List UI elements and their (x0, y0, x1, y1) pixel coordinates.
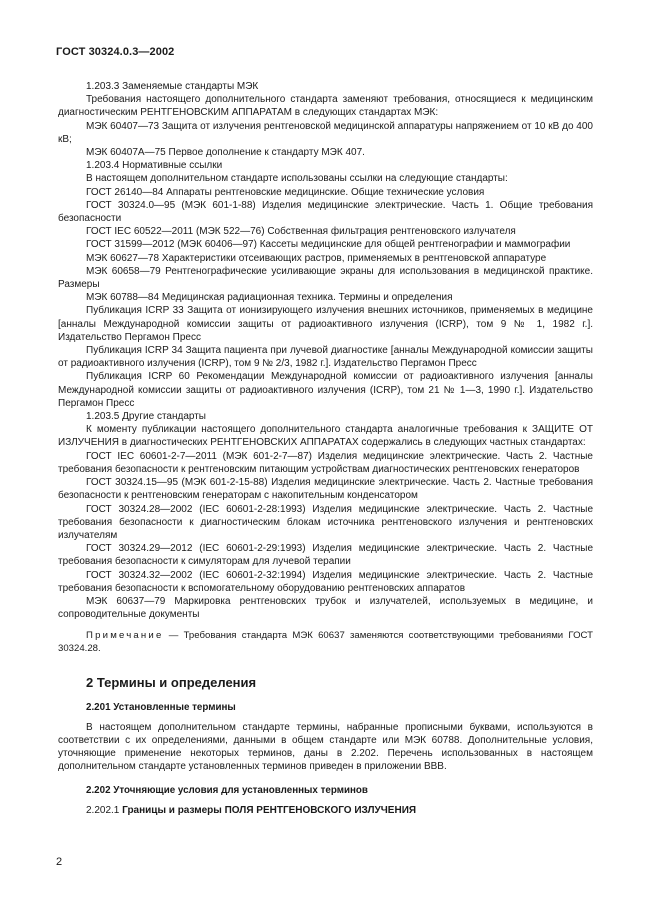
reference-item: МЭК 60407А—75 Первое дополнение к стандарту МЭК 407. (86, 147, 365, 159)
subsection-2-201-title: 2.201 Установленные термины (86, 701, 236, 713)
reference-item: Публикация ICRP 33 Защита от ионизирующего излучения внешних источников, применяемых в медицине [анналы Международной комиссии защиты от радиоактивного излучения (ICRP), том 9 № 1, 1982 г.]. Издательство Пергамон Пресс (58, 305, 593, 343)
reference-item: ГОСТ 31599—2012 (МЭК 60406—97) Кассеты медицинские для общей рентгенографии и маммографии (86, 239, 571, 251)
subsection-2-202-1-title (58, 804, 593, 817)
paragraph: В настоящем дополнительном стандарте термины, набранные прописными буквами, используются в соответствии с их определениями, данными в общем стандарте или МЭК 60788. Дополнительные условия, уточняющие применение некоторых терминов, даны в 2.202. Перечень использованных в настоящем дополнительном стандарте установленных терминов приведен в приложении ВВВ. (58, 721, 593, 773)
reference-item: ГОСТ 30324.29—2012 (IEC 60601-2-29:1993) Изделия медицинские электрические. Часть 2. Частные требования безопасности к симуляторам для лучевой терапии (58, 543, 593, 568)
reference-item: Публикация ICRP 60 Рекомендации Международной комиссии от радиоактивного излучения [анналы Международной комиссии защиты от радиоактивного излучения (ICRP), том 21 № 1—3, 1990 г.]. Издательство Пергамон Пресс (58, 371, 593, 409)
section-2-title: 2 Термины и определения (86, 674, 257, 690)
subsection-1-203-5-title: 1.203.5 Другие стандарты (86, 411, 206, 423)
subsection-1-203-3-title: 1.203.3 Заменяемые стандарты МЭК (86, 81, 259, 92)
reference-item: МЭК 60637—79 Маркировка рентгеновских трубок и излучателей, используемых в медицине, и сопроводительные документы (58, 595, 593, 621)
reference-item: МЭК 60407—73 Защита от излучения рентгеновской медицинской аппаратуры напряжением от 10 кВ до 400 кВ; (58, 120, 593, 145)
subsection-2-202-title: 2.202 Уточняющие условия для установленных терминов (86, 784, 368, 796)
reference-item: ГОСТ IEC 60522—2011 (МЭК 522—76) Собственная фильтрация рентгеновского излучателя (86, 226, 516, 238)
page-body (58, 80, 593, 817)
reference-item: ГОСТ 26140—84 Аппараты рентгеновские медицинские. Общие технические условия (86, 186, 485, 198)
page-number: 2 (56, 856, 63, 868)
paragraph: В настоящем дополнительном стандарте использованы ссылки на следующие стандарты: (86, 173, 508, 185)
reference-item: ГОСТ 30324.0—95 (МЭК 601-1-88) Изделия медицинские электрические. Часть 1. Общие требования безопасности (58, 199, 593, 225)
paragraph: К моменту публикации настоящего дополнительного стандарта аналогичные требования к ЗАЩИТЕ ОТ ИЗЛУЧЕНИЯ в диагностических РЕНТГЕНОВСКИХ АППАРАТАХ содержались в следующих частных стандартах: (58, 424, 593, 449)
reference-item: МЭК 60788—84 Медицинская радиационная техника. Термины и определения (86, 292, 453, 304)
reference-item: ГОСТ 30324.32—2002 (IEC 60601-2-32:1994) Изделия медицинские электрические. Часть 2. Частные требования безопасности к вспомогательному оборудованию рентгеновских аппаратов (58, 569, 593, 594)
note-text: — Требования стандарта МЭК 60637 заменяются соответствующими требованиями ГОСТ 30324.28. (58, 630, 593, 654)
note (58, 630, 593, 655)
reference-item: ГОСТ 30324.28—2002 (IEC 60601-2-28:1993) Изделия медицинские электрические. Часть 2. Частные требования безопасности к диагностическим блокам источника рентгеновского излучения и рентгеновских излучателям (58, 503, 593, 541)
paragraph: Требования настоящего дополнительного стандарта заменяют требования, относящиеся к медицинским диагностическим РЕНТГЕНОВСКИМ АППАРАТАМ в следующих стандартах МЭК: (58, 94, 593, 119)
subsection-number: 2.202.1 (86, 804, 120, 816)
reference-item: ГОСТ 30324.15—95 (МЭК 601-2-15-88) Изделия медицинские электрические. Часть 2. Частные требования безопасности к рентгеновским генераторам с накопительным конденсатором (58, 477, 593, 502)
reference-item: МЭК 60627—78 Характеристики отсеивающих растров, применяемых в рентгеновской аппаратуре (86, 252, 547, 264)
reference-item: ГОСТ IEC 60601-2-7—2011 (МЭК 601-2-7—87) Изделия медицинские электрические. Часть 2. Частные требования безопасности к рентгеновским питающим устройствам диагностических рентгеновских генераторов (58, 450, 593, 475)
subsection-1-203-4-title: 1.203.4 Нормативные ссылки (86, 160, 223, 172)
note-label: Примечание (86, 630, 164, 642)
subsection-heading: Границы и размеры ПОЛЯ РЕНТГЕНОВСКОГО ИЗЛУЧЕНИЯ (122, 804, 417, 816)
reference-item: МЭК 60658—79 Рентгенографические усиливающие экраны для использования в медицинской практике. Размеры (58, 265, 593, 291)
page-header: ГОСТ 30324.0.3—2002 (56, 46, 175, 58)
reference-item: Публикация ICRP 34 Защита пациента при лучевой диагностике [анналы Международной комиссии защиты от радиоактивного излучения (ICRP), том 9 № 2/3, 1982 г.]. Издательство Пергамон Пресс (58, 345, 593, 370)
